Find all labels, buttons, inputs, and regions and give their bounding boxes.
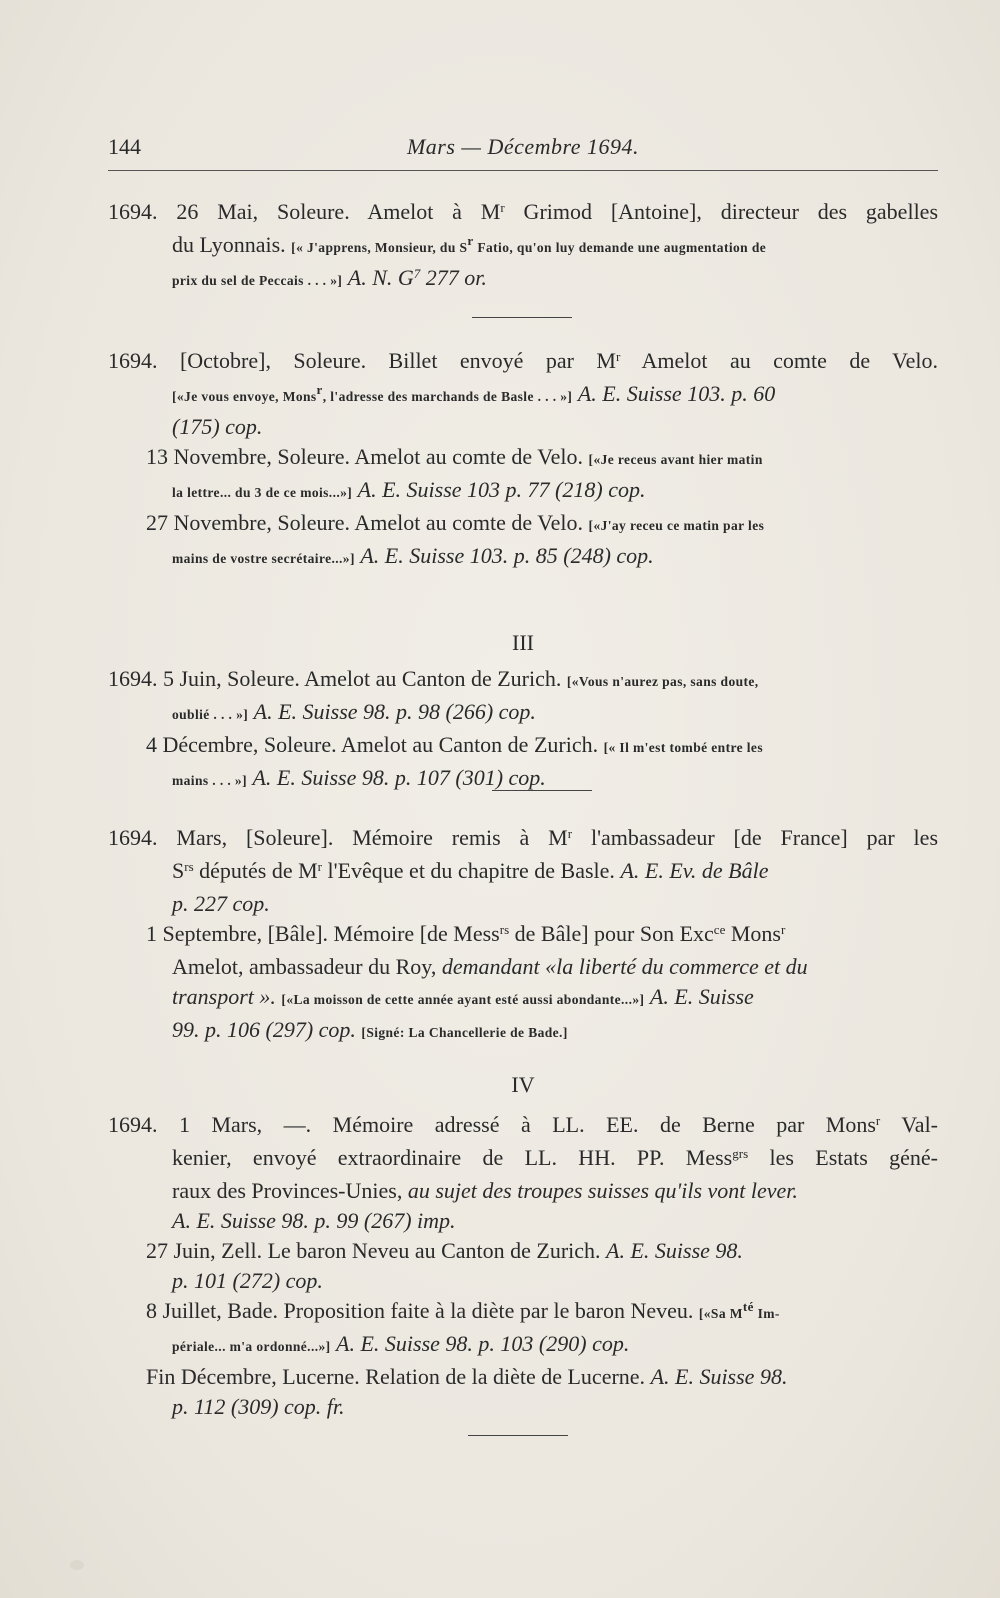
entry-line: mains de vostre secrétaire...»] A. E. Suisse 103. p. 85 (248) cop. <box>172 543 654 568</box>
running-header <box>108 134 938 170</box>
entry-line: 27 Novembre, Soleure. Amelot au comte de Velo. [«J'ay receu ce matin par les <box>146 510 765 535</box>
entry-line: (175) cop. <box>172 414 263 439</box>
entry-line: du Lyonnais. [« J'apprens, Monsieur, du $S^r$ Fatio, qu'on luy demande une augmentation de <box>172 232 767 257</box>
entry-line: 99. p. 106 (297) cop. [Signé: La Chancellerie de Bade.] <box>172 1017 568 1042</box>
entry-line: [«Je vous envoye, Mons$^r$, l'adresse des marchands de Basle . . . »] A. E. Suisse 103. p. 60 <box>172 381 776 406</box>
page-title: Mars — Décembre 1694. <box>406 134 640 159</box>
entry-line: Amelot, ambassadeur du Roy, demandant «la liberté du commerce et du <box>172 954 808 979</box>
entry-line: p. 101 (272) cop. <box>172 1268 323 1293</box>
entry-line: Fin Décembre, Lucerne. Relation de la diète de Lucerne. A. E. Suisse 98. <box>146 1364 788 1389</box>
section-divider <box>472 317 572 318</box>
entry-line: kenier, envoyé extraordinaire de LL. HH. PP. Mess$^{grs}$ les Estats géné- <box>172 1145 938 1170</box>
section-divider <box>468 1435 568 1436</box>
entry-line: 1694. 5 Juin, Soleure. Amelot au Canton de Zurich. [«Vous n'aurez pas, sans doute, <box>108 666 759 691</box>
entry-line: transport ». [«La moisson de cette année ayant esté aussi abondante...»] A. E. Suisse <box>172 984 754 1009</box>
entry-line: la lettre... du 3 de ce mois...»] A. E. Suisse 103 p. 77 (218) cop. <box>172 477 646 502</box>
entry-line: p. 227 cop. <box>172 891 270 916</box>
entry-grimod <box>108 197 938 296</box>
section-heading-iv: IV <box>511 1072 535 1097</box>
entry-line: oublié . . . »] A. E. Suisse 98. p. 98 (266) cop. <box>172 699 536 724</box>
entry-velo <box>108 346 938 574</box>
entry-line: 1694. 26 Mai, Soleure. Amelot à $M^r$ Grimod [Antoine], directeur des gabelles <box>108 199 938 224</box>
section-heading-iii: III <box>512 630 534 655</box>
entry-line: 4 Décembre, Soleure. Amelot au Canton de Zurich. [« Il m'est tombé entre les <box>146 732 763 757</box>
entry-line: 27 Juin, Zell. Le baron Neveu au Canton de Zurich. A. E. Suisse 98. <box>146 1238 743 1263</box>
entry-line: mains . . . »] A. E. Suisse 98. p. 107 (301) cop. <box>172 765 546 790</box>
section-divider <box>492 790 592 791</box>
page-number: 144 <box>108 134 141 159</box>
entry-line: p. 112 (309) cop. fr. <box>172 1394 345 1419</box>
entry-line: 13 Novembre, Soleure. Amelot au comte de Velo. [«Je receus avant hier matin <box>146 444 763 469</box>
header-rule <box>108 170 938 171</box>
page-stain <box>70 1560 84 1570</box>
entry-line: raux des Provinces-Unies, au sujet des troupes suisses qu'ils vont lever. <box>172 1178 798 1203</box>
entry-line: 1694. [Octobre], Soleure. Billet envoyé par $M^r$ Amelot au comte de Velo. <box>108 348 938 373</box>
entry-line: 1 Septembre, [Bâle]. Mémoire [de Mess$^{rs}$ de Bâle] pour Son Exc$^{ce}$ Mons$^r$ <box>146 921 786 946</box>
entry-line: périale... m'a ordonné...»] A. E. Suisse 98. p. 103 (290) cop. <box>172 1331 630 1356</box>
entry-line: A. E. Suisse 98. p. 99 (267) imp. <box>172 1208 456 1233</box>
entry-memoire-basle <box>108 823 938 1048</box>
entry-line: 8 Juillet, Bade. Proposition faite à la diète par le baron Neveu. [«Sa $M^{té}$ Im- <box>146 1298 780 1323</box>
entry-line: 1694. 1 Mars, —. Mémoire adressé à LL. EE. de Berne par Mons$^r$ Val- <box>108 1112 938 1137</box>
entry-line: 1694. Mars, [Soleure]. Mémoire remis à $M^r$ l'ambassadeur [de France] par les <box>108 825 938 850</box>
entry-berne <box>108 1110 938 1422</box>
entry-line: prix du sel de Peccais . . . »] A. N. $G^7$ 277 or. <box>172 265 487 290</box>
entry-zurich <box>108 664 938 796</box>
entry-line: $S^{rs}$ députés de $M^r$ l'Evêque et du chapitre de Basle. A. E. Ev. de Bâle <box>172 858 769 883</box>
